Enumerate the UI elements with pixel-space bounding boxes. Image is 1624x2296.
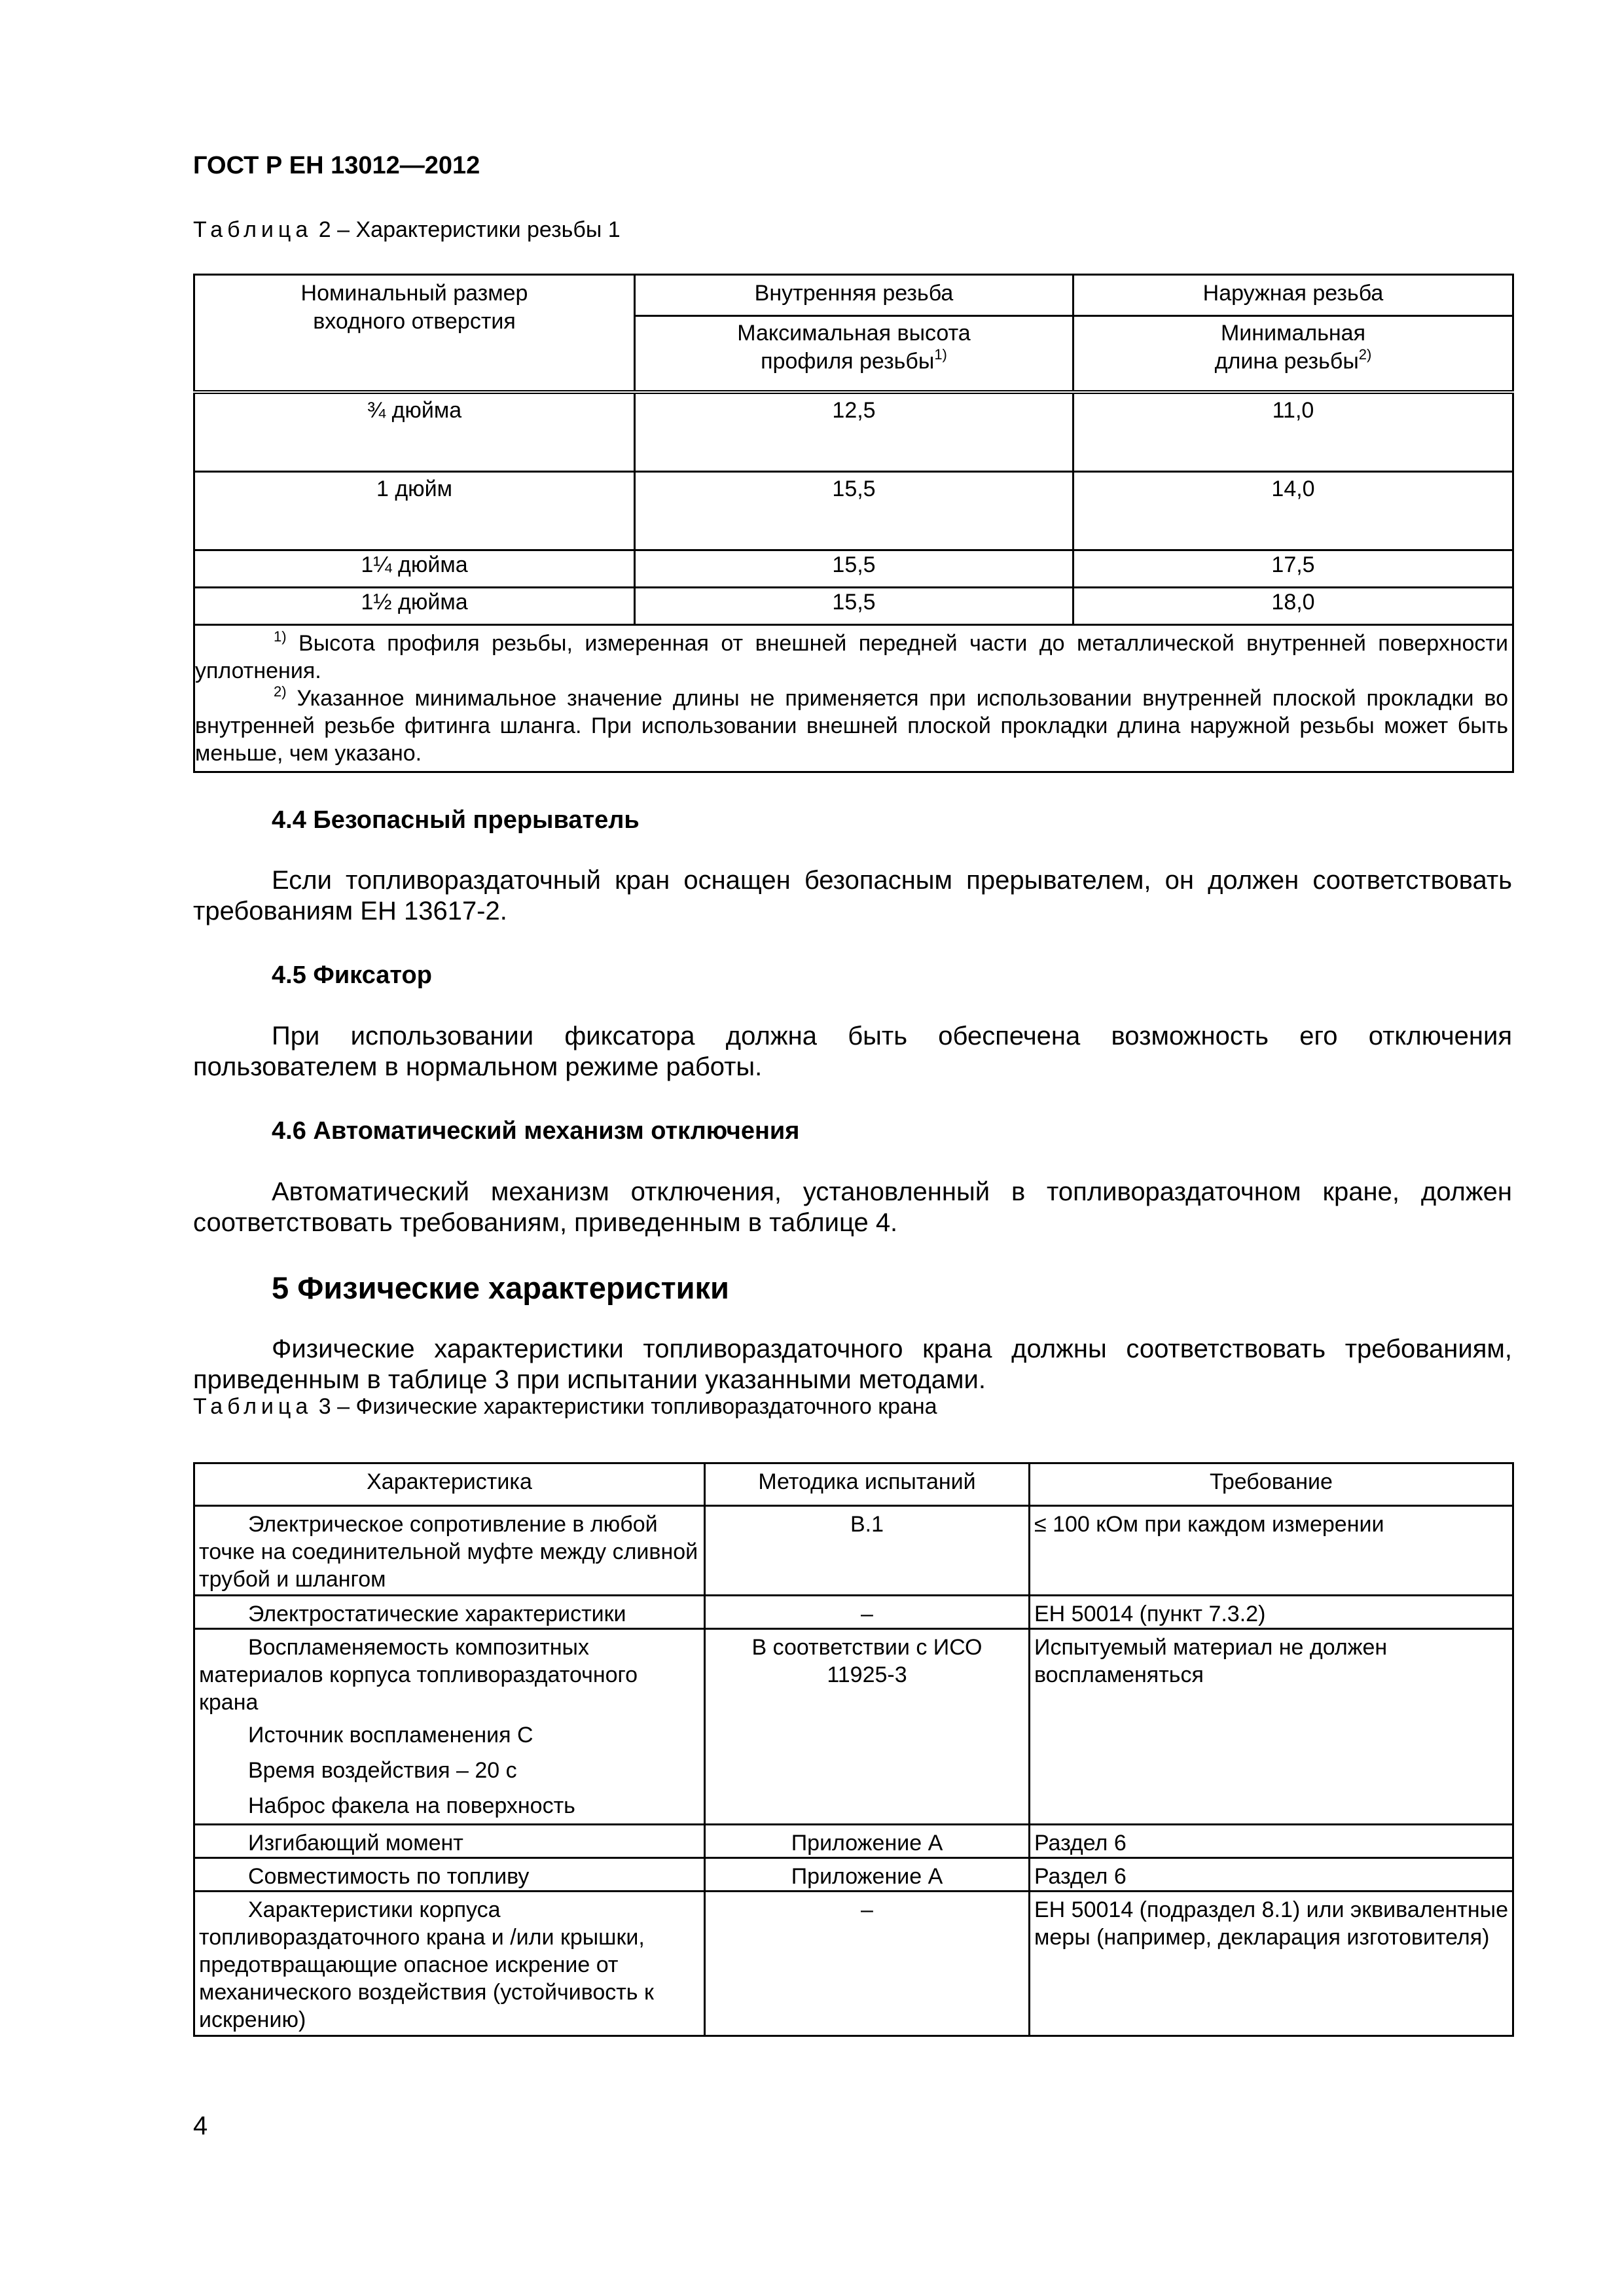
table-row: 1½ дюйма 15,5 18,0 <box>194 588 1513 625</box>
document-header: ГОСТ Р ЕН 13012—2012 <box>193 152 480 179</box>
header-external-thread: Наружная резьба <box>1074 275 1513 316</box>
section-4-6-text: Автоматический механизм отключения, установленный в топливораздаточном кране, должен соответствовать требованиям, приведенным в таблице 4. <box>193 1177 1512 1237</box>
header-test-method: Методика испытаний <box>705 1463 1030 1506</box>
header-requirement: Требование <box>1030 1463 1513 1506</box>
section-5-title: 5 Физические характеристики <box>272 1270 729 1305</box>
physical-characteristics-table <box>193 1462 1514 2037</box>
table3-caption-word: Таблица <box>193 1394 313 1419</box>
thread-characteristics-table <box>193 274 1514 773</box>
section-4-5-text: При использовании фиксатора должна быть обеспечена возможность его отключения пользователем в нормальном режиме работы. <box>193 1022 1512 1081</box>
table2-caption-word: Таблица <box>193 217 313 242</box>
table2-footnotes <box>194 625 1513 772</box>
section-4-4-title: 4.4 Безопасный прерыватель <box>272 806 640 834</box>
footnote-2: $^{2)}$ Указанное минимальное значение длины не применяется при использовании внутренней плоской прокладки во внутренней резьбе фитинга шланга. При использовании внешней плоской прокладки длина наружной резьбы может быть меньше, чем указано. <box>195 683 1508 766</box>
table2-caption <box>193 217 621 243</box>
table-row: Электрическое сопротивление в любой точке на соединительной муфте между сливной трубой и шлангом В.1 ≤ 100 кОм при каждом измерении <box>194 1506 1513 1596</box>
header-nominal-size: Номинальный размер входного отверстия <box>194 275 635 393</box>
table-row: Воспламеняемость композитных материалов корпуса топливораздаточного крана Источник воспламенения С Время воздействия – 20 с Наброс факела на поверхность В соответствии с ИСО 11925-3 Испытуемый материал не должен воспламеняться <box>194 1629 1513 1825</box>
section-4-5-title: 4.5 Фиксатор <box>272 961 432 989</box>
section-5-text: Физические характеристики топливораздаточного крана должны соответствовать требованиям, приведенным в таблице 3 при испытании указанными методами. <box>193 1335 1512 1394</box>
table-row: Характеристики корпуса топливораздаточного крана и /или крышки, предотвращающие опасное искрение от механического воздействия (устойчивость к искрению) – ЕН 50014 (подраздел 8.1) или эквивалентные меры (например, декларация изготовителя) <box>194 1892 1513 2036</box>
table-row: ¾ дюйма 12,5 11,0 <box>194 392 1513 472</box>
table-row: 1¼ дюйма 15,5 17,5 <box>194 550 1513 588</box>
table3-caption <box>193 1394 937 1420</box>
footnote-1: $^{1)}$ Высота профиля резьбы, измеренная от внешней передней части до металлической внутренней поверхности уплотнения. <box>195 628 1508 683</box>
table3-caption-text: 3 – Физические характеристики топливораздаточного крана <box>318 1394 937 1419</box>
table-row: Совместимость по топливу Приложение А Раздел 6 <box>194 1858 1513 1892</box>
section-4-4-text: Если топливораздаточный кран оснащен безопасным прерывателем, он должен соответствовать требованиям ЕН 13617-2. <box>193 866 1512 925</box>
header-characteristic: Характеристика <box>194 1463 705 1506</box>
header-min-thread-length: Минимальная длина резьбы$^{2)}$ <box>1074 316 1513 393</box>
table-row: 1 дюйм 15,5 14,0 <box>194 472 1513 550</box>
table-row: Электростатические характеристики – ЕН 50014 (пункт 7.3.2) <box>194 1596 1513 1629</box>
table-row: Изгибающий момент Приложение А Раздел 6 <box>194 1825 1513 1858</box>
section-4-6-title: 4.6 Автоматический механизм отключения <box>272 1117 800 1145</box>
page-number: 4 <box>193 2111 208 2140</box>
table2-caption-text: 2 – Характеристики резьбы 1 <box>318 217 621 242</box>
header-max-profile-height: Максимальная высота профиля резьбы$^{1)}$ <box>635 316 1074 393</box>
header-internal-thread: Внутренняя резьба <box>635 275 1074 316</box>
